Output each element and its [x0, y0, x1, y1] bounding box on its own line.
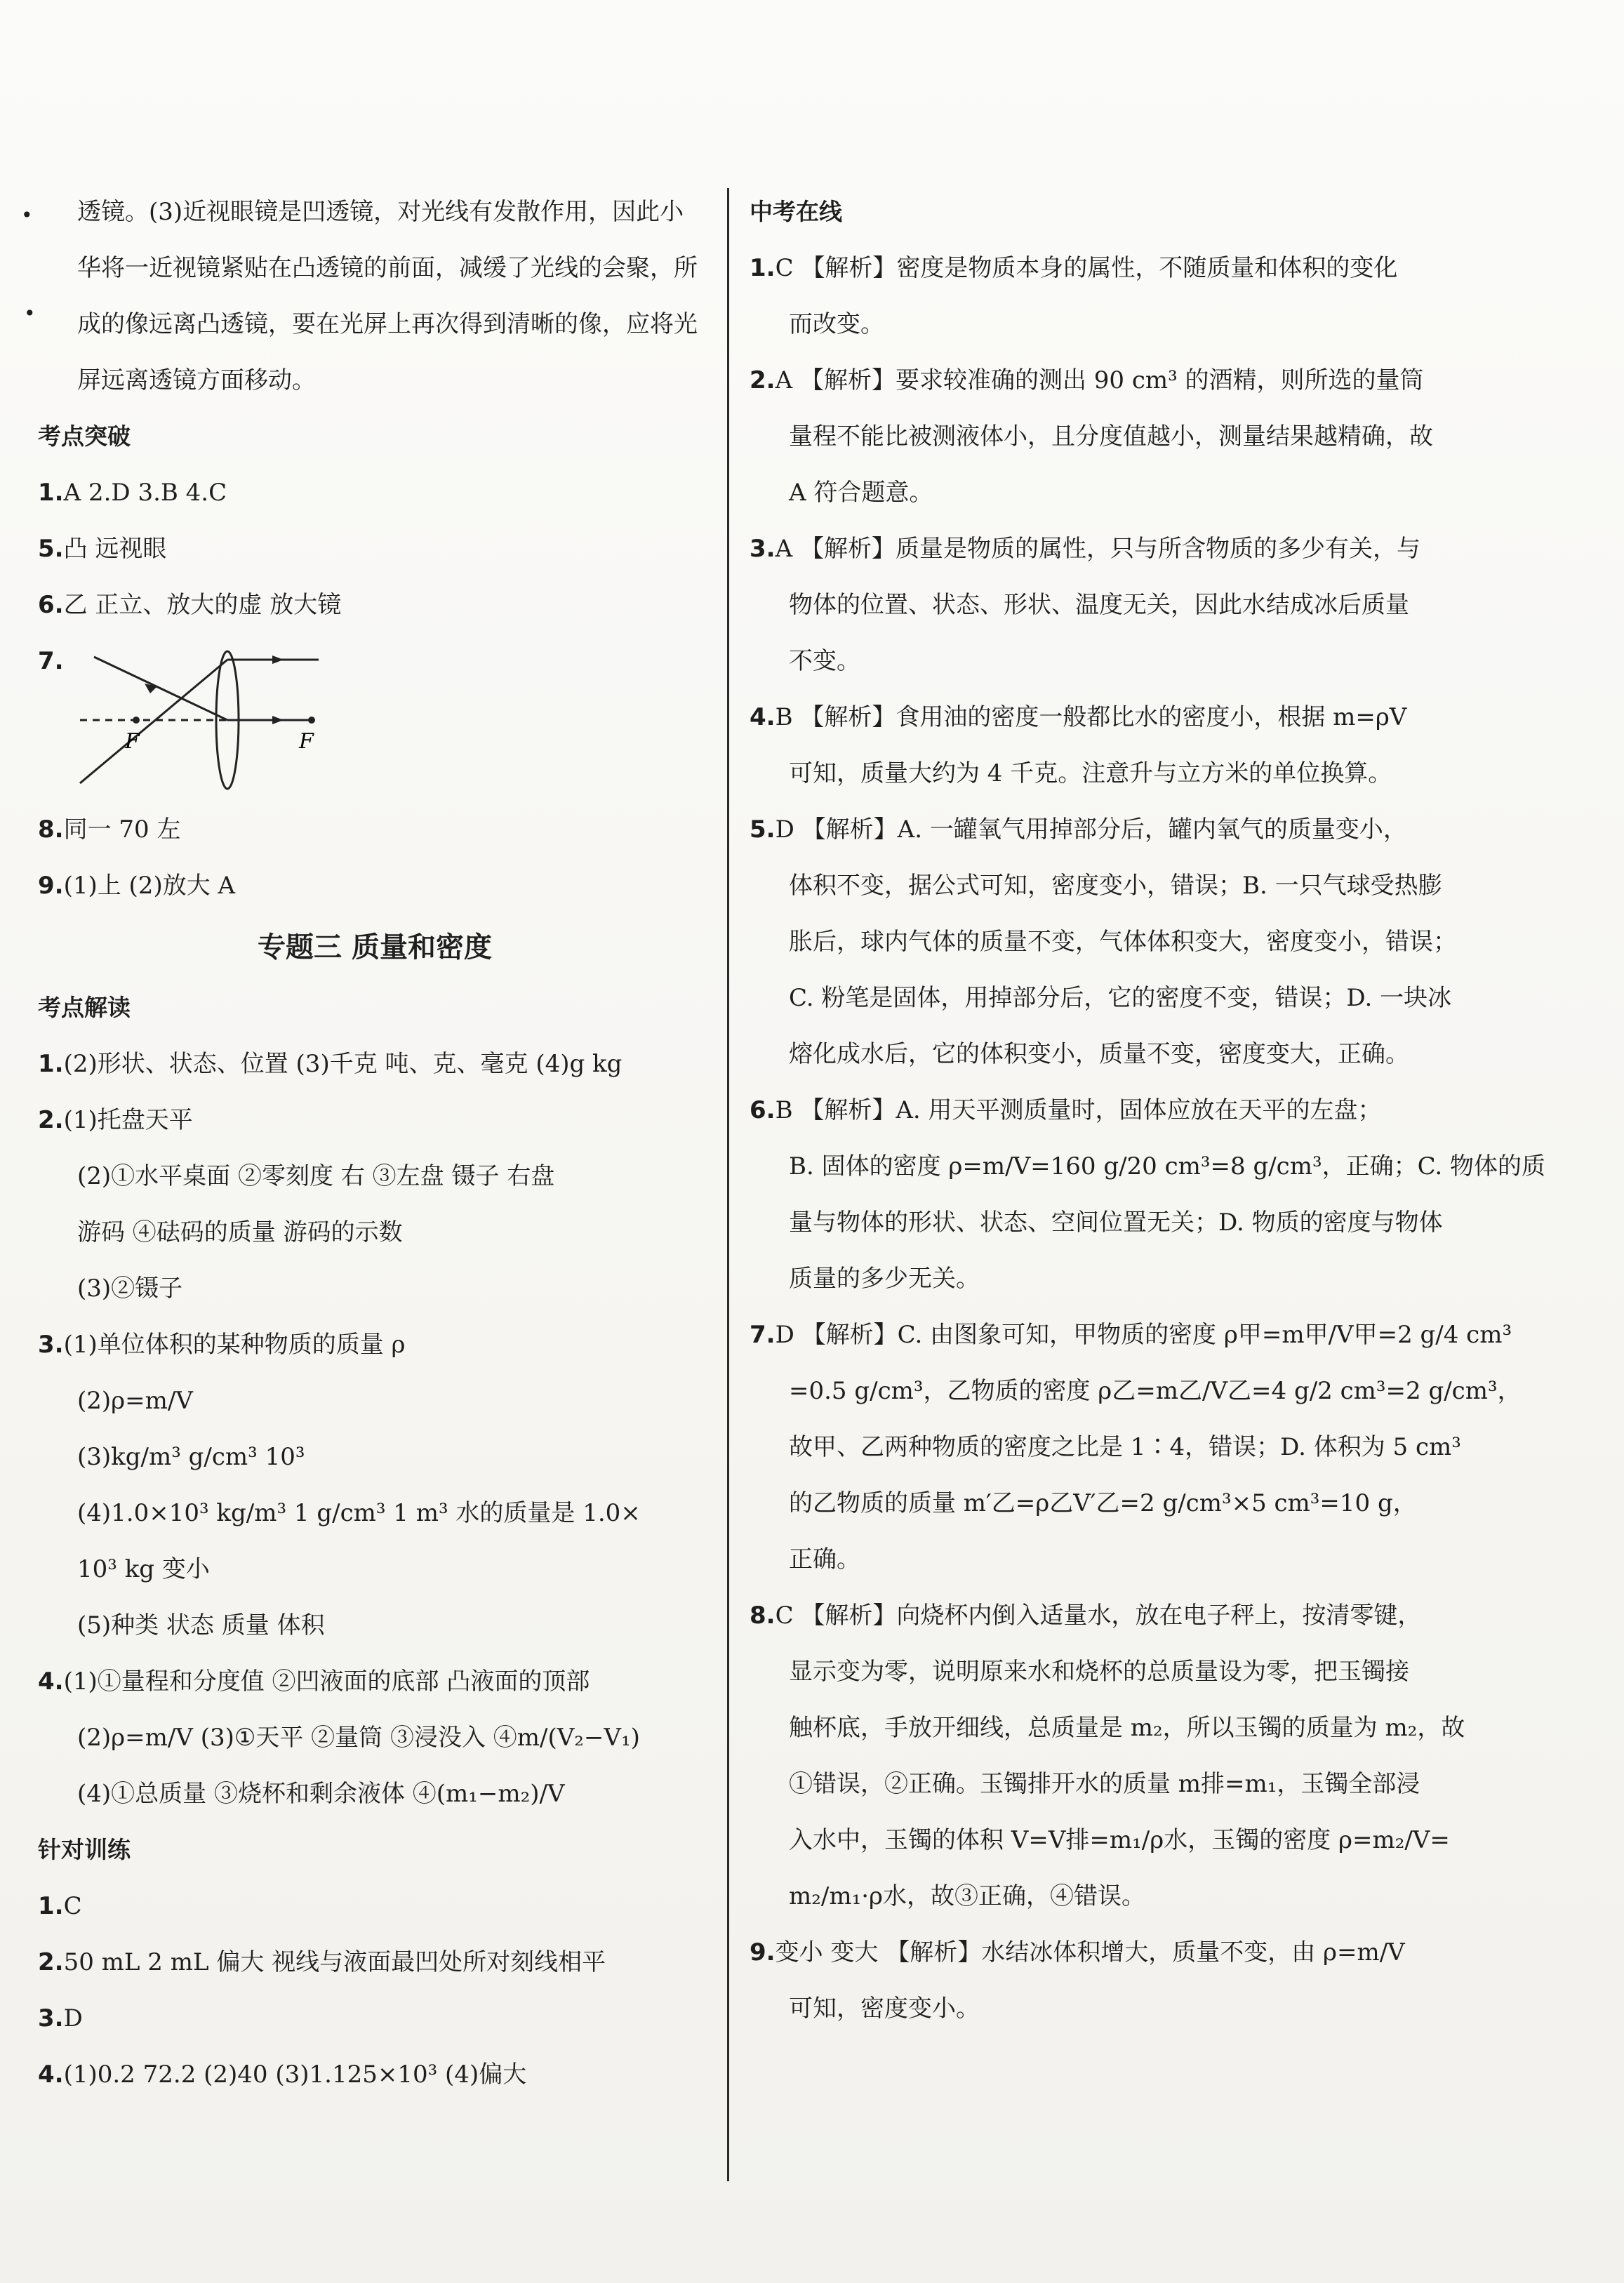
answer-text: (1)①量程和分度值 ②凹液面的底部 凸液面的顶部: [63, 1668, 590, 1696]
answer-line: [750, 914, 1457, 970]
answer-line: [750, 296, 1423, 352]
reading-list: [38, 1036, 712, 1822]
answer-line: [38, 1541, 712, 1597]
answer-line: [38, 1036, 712, 1092]
answer-line: [750, 352, 1423, 408]
answer-text: 量与物体的形状、状态、空间位置无关；D. 物质的密度与物体: [789, 1209, 1443, 1237]
answer-line: [750, 1868, 1423, 1924]
question-number: 4.: [38, 2061, 64, 2089]
question-number: 2.: [750, 366, 776, 394]
answer-line: [38, 2046, 712, 2103]
answer-text: 质量的多少无关。: [789, 1265, 980, 1293]
answer-line: [750, 1307, 1512, 1363]
section-heading-online: 中考在线: [750, 198, 842, 225]
answer-text: (1)单位体积的某种物质的质量 ρ: [63, 1331, 406, 1359]
answer-line: [38, 577, 712, 633]
arrow-head: [272, 655, 284, 664]
answer-text: B. 固体的密度 ρ=m/V=160 g/20 cm³=8 g/cm³，正确；C. 物体的质: [789, 1152, 1546, 1180]
answer-text: (3)kg/m³ g/cm³ 10³: [77, 1443, 305, 1471]
answer-text: (3)②镊子: [77, 1274, 183, 1303]
question-number: 7.: [750, 1321, 776, 1349]
answer-text: C: [63, 1892, 82, 1920]
answer-text: D: [63, 2004, 83, 2032]
answer-line: [38, 1597, 712, 1653]
answer-line: [750, 521, 1423, 577]
answer-line: [750, 633, 1423, 689]
answer-text: (2)ρ=m/V (3)①天平 ②量筒 ③浸没入 ④m/(V₂−V₁): [77, 1724, 640, 1752]
answer-line: [750, 1588, 1423, 1644]
answer-line: [750, 1644, 1423, 1700]
answer-text: 量程不能比被测液体小，且分度值越小，测量结果越精确，故: [789, 422, 1433, 451]
answer-line: [38, 1766, 712, 1822]
question-number: 6.: [750, 1096, 776, 1124]
question-number: 4.: [750, 703, 776, 731]
answer-line: [38, 1148, 712, 1204]
answer-line: [38, 1990, 712, 2046]
answer-line: [750, 745, 1423, 801]
answer-line: [38, 1710, 712, 1766]
answer-line: [750, 1026, 1423, 1082]
section-heading-reading: 考点解读: [38, 994, 131, 1021]
intro-line: 屏远离透镜方面移动。: [77, 366, 316, 394]
question-number: 1.: [750, 254, 776, 282]
answer-text: (2)①水平桌面 ②零刻度 右 ③左盘 镊子 右盘: [77, 1162, 555, 1190]
answer-line: [750, 1475, 1423, 1531]
answer-text: 可知，质量大约为 4 千克。注意升与立方米的单位换算。: [789, 759, 1392, 787]
answer-text: m₂/m₁·ρ水，故③正确，④错误。: [789, 1882, 1145, 1910]
training-list: [38, 1878, 712, 2103]
answer-text: (5)种类 状态 质量 体积: [77, 1611, 325, 1639]
answer-text: (1)0.2 72.2 (2)40 (3)1.125×10³ (4)偏大: [63, 2061, 527, 2089]
answer-text: 体积不变，据公式可知，密度变小，错误；B. 一只气球受热膨: [789, 872, 1442, 900]
answer-line: [750, 970, 1452, 1026]
question-number: 8.: [38, 816, 64, 844]
answer-line: [750, 1812, 1450, 1868]
answer-text: 不变。: [789, 647, 860, 675]
focus-point-right: [308, 717, 315, 724]
margin-mark: •: [24, 302, 36, 325]
answer-text: 入水中，玉镯的体积 V=V排=m₁/ρ水，玉镯的密度 ρ=m₂/V=: [789, 1826, 1450, 1854]
answer-text: B 【解析】A. 用天平测质量时，固体应放在天平的左盘；: [775, 1096, 1382, 1124]
answer-line: [38, 858, 712, 914]
question-number: 6.: [38, 591, 64, 619]
answer-line: [38, 801, 712, 858]
answer-line: [750, 240, 1423, 296]
q7-number: 7.: [38, 647, 64, 675]
answer-line: [38, 465, 712, 521]
answer-line: [750, 689, 1423, 745]
answer-text: 显示变为零，说明原来水和烧杯的总质量设为零，把玉镯接: [789, 1658, 1409, 1686]
question-number: 5.: [750, 816, 776, 844]
answer-text: (2)形状、状态、位置 (3)千克 吨、克、毫克 (4)g kg: [63, 1050, 623, 1078]
answer-text: 可知，密度变小。: [789, 1995, 980, 2023]
incident-ray-through-focus: [94, 657, 227, 720]
answer-text: 50 mL 2 mL 偏大 视线与液面最凹处所对刻线相平: [63, 1948, 606, 1976]
answer-line: [750, 1363, 1522, 1419]
question-number: 1.: [38, 1050, 64, 1078]
answer-line: [750, 1981, 1423, 2037]
intro-line: 华将一近视镜紧贴在凸透镜的前面，减缓了光线的会聚，所: [77, 254, 698, 282]
answer-text: A 【解析】要求较准确的测出 90 cm³ 的酒精，则所选的量筒: [775, 366, 1424, 394]
question-number: 2.: [38, 1948, 64, 1976]
breakthrough-list: [38, 465, 712, 633]
answer-line: [750, 1138, 1546, 1194]
section-heading-training: 针对训练: [38, 1836, 131, 1863]
answer-text: ①错误，②正确。玉镯排开水的质量 m排=m₁，玉镯全部浸: [789, 1770, 1420, 1798]
answer-text: 乙 正立、放大的虚 放大镜: [63, 591, 342, 619]
answer-text: D 【解析】C. 由图象可知，甲物质的密度 ρ甲=m甲/V甲=2 g/4 cm³: [775, 1321, 1512, 1349]
online-answers: [750, 240, 1546, 2037]
answer-text: 正确。: [789, 1545, 860, 1573]
question-number: 9.: [38, 872, 64, 900]
question-number: 3.: [38, 2004, 64, 2032]
answer-line: [38, 1934, 712, 1990]
question-number: 4.: [38, 1668, 64, 1696]
answer-text: 游码 ④砝码的质量 游码的示数: [77, 1218, 403, 1246]
answer-line: [38, 1092, 712, 1148]
answer-line: [750, 1924, 1423, 1981]
answer-text: 凸 远视眼: [63, 535, 167, 563]
q7-ray-diagram: [38, 633, 712, 801]
answer-text: 10³ kg 变小: [77, 1555, 210, 1583]
answer-text: 而改变。: [789, 310, 884, 338]
question-number: 8.: [750, 1602, 776, 1630]
answer-line: [750, 465, 1423, 521]
answer-line: [38, 1317, 712, 1373]
answer-line: [750, 801, 1423, 858]
answer-line: [750, 1419, 1461, 1475]
arrow-head: [272, 716, 284, 724]
answer-text: =0.5 g/cm³，乙物质的密度 ρ乙=m乙/V乙=4 g/2 cm³=2 g/cm³，: [789, 1377, 1522, 1405]
focus-label-left: F: [125, 729, 140, 754]
question-number: 3.: [38, 1331, 64, 1359]
answer-text: 触杯底，手放开细线，总质量是 m₂，所以玉镯的质量为 m₂，故: [789, 1714, 1465, 1742]
answer-text: D 【解析】A. 一罐氧气用掉部分后，罐内氧气的质量变小，: [775, 816, 1407, 844]
answer-line: [38, 521, 712, 577]
intro-paragraph: [38, 184, 712, 408]
breakthrough-list-continued: [38, 801, 712, 914]
intro-line: 成的像远离凸透镜，要在光屏上再次得到清晰的像，应将光: [77, 310, 698, 338]
answer-line: [38, 1653, 712, 1710]
answer-text: 变小 变大 【解析】水结冰体积增大，质量不变，由 ρ=m/V: [775, 1938, 1405, 1966]
answer-line: [750, 1756, 1423, 1812]
answer-line: [750, 408, 1433, 465]
column-divider: [727, 188, 729, 2181]
answer-line: [750, 858, 1442, 914]
question-number: 2.: [38, 1106, 64, 1134]
diverging-ray: [80, 660, 227, 783]
question-number: 5.: [38, 535, 64, 563]
answer-text: A 2.D 3.B 4.C: [63, 479, 227, 507]
topic-title: 专题三 质量和密度: [258, 931, 492, 964]
question-number: 1.: [38, 479, 64, 507]
question-number: 3.: [750, 535, 776, 563]
lens-ray-diagram: [52, 650, 333, 790]
answer-text: (4)①总质量 ③烧杯和剩余液体 ④(m₁−m₂)/V: [77, 1780, 565, 1808]
answer-line: [38, 1260, 712, 1317]
answer-text: (1)上 (2)放大 A: [63, 872, 236, 900]
answer-line: [750, 1082, 1423, 1138]
answer-line: [750, 1251, 1423, 1307]
focus-label-right: F: [299, 729, 314, 754]
answer-text: 的乙物质的质量 m′乙=ρ乙V′乙=2 g/cm³×5 cm³=10 g，: [789, 1489, 1417, 1517]
answer-text: A 【解析】质量是物质的属性，只与所含物质的多少有关，与: [775, 535, 1420, 563]
answer-line: [38, 1373, 712, 1429]
answer-line: [750, 1531, 1423, 1588]
answer-text: 熔化成水后，它的体积变小，质量不变，密度变大，正确。: [789, 1040, 1409, 1068]
answer-text: C 【解析】密度是物质本身的属性，不随质量和体积的变化: [775, 254, 1398, 282]
answer-text: C 【解析】向烧杯内倒入适量水，放在电子秤上，按清零键，: [775, 1602, 1422, 1630]
answer-line: [750, 1700, 1465, 1756]
intro-line: 透镜。(3)近视眼镜是凹透镜，对光线有发散作用，因此小: [77, 198, 684, 226]
answer-text: (2)ρ=m/V: [77, 1387, 193, 1415]
answer-text: 故甲、乙两种物质的密度之比是 1∶4，错误；D. 体积为 5 cm³: [789, 1433, 1461, 1461]
answer-line: [38, 1204, 712, 1260]
left-column: [38, 184, 712, 2103]
focus-point-left: [133, 717, 140, 724]
answer-line: [38, 1485, 712, 1541]
answer-text: (1)托盘天平: [63, 1106, 193, 1134]
answer-text: B 【解析】食用油的密度一般都比水的密度小，根据 m=ρV: [775, 703, 1407, 731]
question-number: 1.: [38, 1892, 64, 1920]
answer-line: [750, 577, 1423, 633]
answer-text: C. 粉笔是固体，用掉部分后，它的密度不变，错误；D. 一块冰: [789, 984, 1452, 1012]
answer-text: (4)1.0×10³ kg/m³ 1 g/cm³ 1 m³ 水的质量是 1.0×: [77, 1499, 641, 1527]
question-number: 9.: [750, 1938, 776, 1966]
answer-text: A 符合题意。: [789, 479, 933, 507]
right-column: [750, 184, 1546, 2037]
section-heading-breakthrough: 考点突破: [38, 422, 131, 450]
answer-text: 物体的位置、状态、形状、温度无关，因此水结成冰后质量: [789, 591, 1409, 619]
answer-text: 同一 70 左: [63, 816, 181, 844]
margin-mark: •: [21, 204, 33, 227]
answer-line: [38, 1878, 712, 1934]
answer-line: [38, 1429, 712, 1485]
answer-line: [750, 1194, 1443, 1251]
answer-text: 胀后，球内气体的质量不变，气体体积变大，密度变小，错误；: [789, 928, 1457, 956]
